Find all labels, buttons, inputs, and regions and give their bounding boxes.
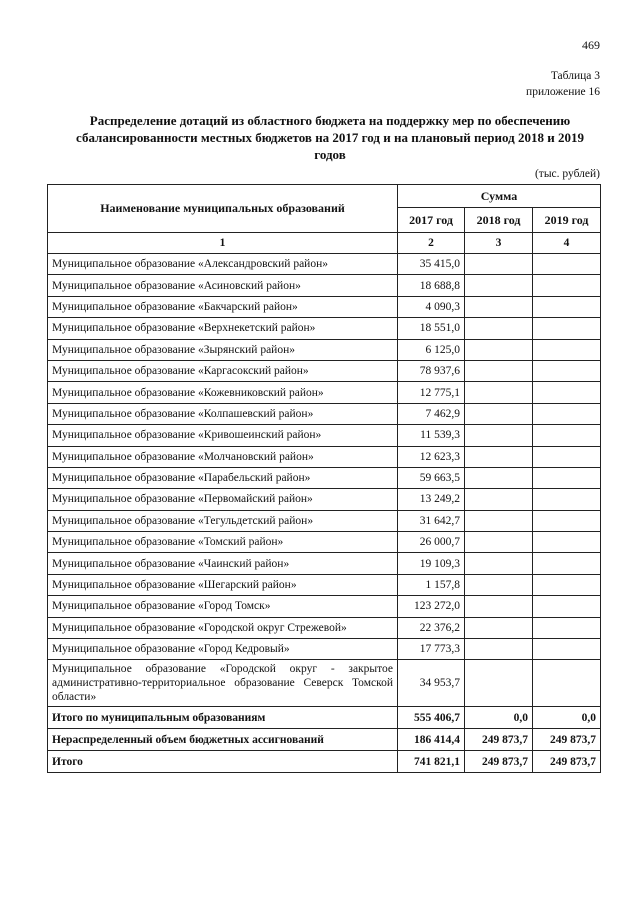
amount-2018: [465, 360, 533, 381]
amount-2019: [533, 446, 601, 467]
column-number-1: 1: [48, 233, 398, 254]
amount-2018: [465, 553, 533, 574]
amount-2019: [533, 660, 601, 707]
table-row: [48, 360, 601, 381]
municipality-name: Муниципальное образование «Город Кедровый»: [48, 639, 398, 660]
appendix-label: приложение 16: [526, 86, 600, 98]
amount-2017: 7 462,9: [398, 403, 465, 424]
total-row: [48, 729, 601, 751]
column-header-2017: 2017 год: [398, 208, 465, 233]
amount-2017: 26 000,7: [398, 532, 465, 553]
amount-2018: [465, 318, 533, 339]
municipality-name: Муниципальное образование «Молчановский район»: [48, 446, 398, 467]
amount-2019: [533, 296, 601, 317]
amount-2017: 18 551,0: [398, 318, 465, 339]
table-row: [48, 446, 601, 467]
amount-2018: [465, 660, 533, 707]
amount-2017: 12 775,1: [398, 382, 465, 403]
amount-2018: [465, 382, 533, 403]
amount-2019: [533, 425, 601, 446]
total-2017: 555 406,7: [398, 707, 465, 729]
table-row: [48, 403, 601, 424]
municipality-name: Муниципальное образование «Колпашевский район»: [48, 403, 398, 424]
table-row: [48, 617, 601, 638]
table-row: [48, 510, 601, 531]
table-row: [48, 425, 601, 446]
table-row: [48, 467, 601, 488]
table-row: [48, 318, 601, 339]
municipality-name: Муниципальное образование «Верхнекетский район»: [48, 318, 398, 339]
amount-2019: [533, 318, 601, 339]
amount-2017: 31 642,7: [398, 510, 465, 531]
column-header-2019: 2019 год: [533, 208, 601, 233]
amount-2017: 4 090,3: [398, 296, 465, 317]
total-row: [48, 707, 601, 729]
amount-2019: [533, 617, 601, 638]
amount-2018: [465, 596, 533, 617]
total-2018: 0,0: [465, 707, 533, 729]
budget-table: [47, 184, 601, 773]
amount-2018: [465, 254, 533, 275]
municipality-name: Муниципальное образование «Городской округ Стрежевой»: [48, 617, 398, 638]
amount-2019: [533, 532, 601, 553]
column-number-3: 3: [465, 233, 533, 254]
total-2017: 741 821,1: [398, 751, 465, 773]
column-number-2: 2: [398, 233, 465, 254]
amount-2019: [533, 339, 601, 360]
amount-2019: [533, 403, 601, 424]
document-title: Распределение дотаций из областного бюджета на поддержку мер по обеспечению сбалансированности местных бюджетов на 2017 год и на плановый период 2018 и 2019 годов: [76, 113, 584, 162]
table-row: [48, 596, 601, 617]
municipality-name: Муниципальное образование «Городской округ - закрытое административно-территориальное образование Северск Томской области»: [48, 660, 398, 707]
municipality-name: Муниципальное образование «Первомайский район»: [48, 489, 398, 510]
municipality-name: Муниципальное образование «Зырянский район»: [48, 339, 398, 360]
amount-2018: [465, 339, 533, 360]
amount-2017: 13 249,2: [398, 489, 465, 510]
amount-2018: [465, 296, 533, 317]
amount-2017: 1 157,8: [398, 574, 465, 595]
amount-2017: 22 376,2: [398, 617, 465, 638]
municipality-name: Муниципальное образование «Александровский район»: [48, 254, 398, 275]
page-number: 469: [582, 38, 600, 52]
amount-2018: [465, 532, 533, 553]
municipality-name: Муниципальное образование «Бакчарский район»: [48, 296, 398, 317]
table-row: [48, 296, 601, 317]
total-label: Итого по муниципальным образованиям: [48, 707, 398, 729]
amount-2019: [533, 275, 601, 296]
amount-2017: 78 937,6: [398, 360, 465, 381]
column-header-name: Наименование муниципальных образований: [48, 185, 398, 233]
total-label: Нераспределенный объем бюджетных ассигнований: [48, 729, 398, 751]
amount-2017: 11 539,3: [398, 425, 465, 446]
municipality-name: Муниципальное образование «Кожевниковский район»: [48, 382, 398, 403]
municipality-name: Муниципальное образование «Тегульдетский район»: [48, 510, 398, 531]
amount-2019: [533, 254, 601, 275]
table-row: [48, 660, 601, 707]
amount-2018: [465, 489, 533, 510]
total-2018: 249 873,7: [465, 751, 533, 773]
total-2019: 0,0: [533, 707, 601, 729]
amount-2018: [465, 275, 533, 296]
amount-2019: [533, 510, 601, 531]
amount-2019: [533, 467, 601, 488]
amount-2017: 6 125,0: [398, 339, 465, 360]
amount-2018: [465, 467, 533, 488]
municipality-name: Муниципальное образование «Каргасокский район»: [48, 360, 398, 381]
table-body: [48, 254, 601, 773]
units-label: (тыс. рублей): [534, 168, 600, 180]
amount-2018: [465, 574, 533, 595]
amount-2017: 59 663,5: [398, 467, 465, 488]
amount-2017: 18 688,8: [398, 275, 465, 296]
table-reference: [526, 68, 600, 100]
municipality-name: Муниципальное образование «Город Томск»: [48, 596, 398, 617]
amount-2019: [533, 574, 601, 595]
amount-2018: [465, 425, 533, 446]
table-row: [48, 574, 601, 595]
table-label: Таблица 3: [550, 70, 600, 82]
amount-2019: [533, 382, 601, 403]
table-row: [48, 382, 601, 403]
amount-2017: 123 272,0: [398, 596, 465, 617]
table-row: [48, 639, 601, 660]
municipality-name: Муниципальное образование «Томский район»: [48, 532, 398, 553]
amount-2019: [533, 553, 601, 574]
amount-2017: 34 953,7: [398, 660, 465, 707]
amount-2018: [465, 510, 533, 531]
amount-2019: [533, 639, 601, 660]
column-number-4: 4: [533, 233, 601, 254]
amount-2018: [465, 403, 533, 424]
municipality-name: Муниципальное образование «Чаинский район»: [48, 553, 398, 574]
municipality-name: Муниципальное образование «Асиновский район»: [48, 275, 398, 296]
amount-2019: [533, 489, 601, 510]
municipality-name: Муниципальное образование «Парабельский район»: [48, 467, 398, 488]
amount-2018: [465, 446, 533, 467]
amount-2017: 12 623,3: [398, 446, 465, 467]
amount-2019: [533, 596, 601, 617]
amount-2019: [533, 360, 601, 381]
amount-2017: 35 415,0: [398, 254, 465, 275]
table-row: [48, 339, 601, 360]
municipality-name: Муниципальное образование «Шегарский район»: [48, 574, 398, 595]
table-row: [48, 489, 601, 510]
total-2017: 186 414,4: [398, 729, 465, 751]
table-row: [48, 553, 601, 574]
amount-2018: [465, 617, 533, 638]
total-2018: 249 873,7: [465, 729, 533, 751]
column-header-2018: 2018 год: [465, 208, 533, 233]
table-row: [48, 532, 601, 553]
municipality-name: Муниципальное образование «Кривошеинский район»: [48, 425, 398, 446]
total-label: Итого: [48, 751, 398, 773]
total-2019: 249 873,7: [533, 751, 601, 773]
total-2019: 249 873,7: [533, 729, 601, 751]
amount-2018: [465, 639, 533, 660]
table-row: [48, 275, 601, 296]
total-row: [48, 751, 601, 773]
amount-2017: 17 773,3: [398, 639, 465, 660]
column-header-sum: Сумма: [398, 185, 601, 208]
amount-2017: 19 109,3: [398, 553, 465, 574]
table-row: [48, 254, 601, 275]
